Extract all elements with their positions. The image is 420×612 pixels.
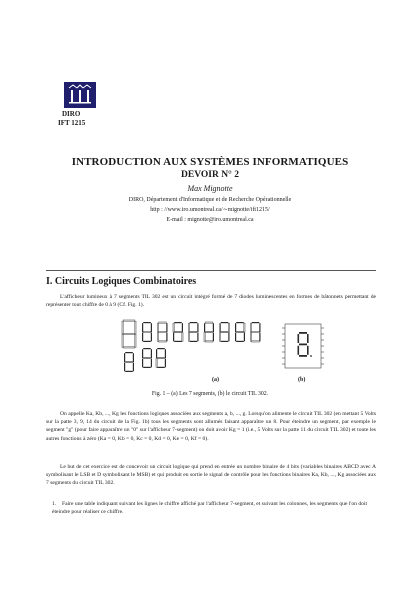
digit-6 bbox=[235, 322, 245, 342]
seven-segment-digits-diagram bbox=[120, 316, 270, 376]
segment-c bbox=[135, 335, 136, 348]
segment-d bbox=[221, 341, 229, 342]
affiliation: DIRO, Département d'Informatique et de Recherche Opérationnelle bbox=[128, 197, 292, 203]
segment-d bbox=[125, 371, 133, 372]
list-item-text: Faire une table indiquant suivant les lignes le chiffre affiché par l'afficheur 7-segment, et suivant les colonnes, les segments que l'on doit éteindre pour réaliser ce chiffre. bbox=[52, 501, 368, 516]
institution-name: DIRO bbox=[62, 110, 81, 118]
figure-label-a: (a) bbox=[212, 377, 219, 383]
segment-f bbox=[124, 353, 125, 362]
digit-3 bbox=[189, 322, 199, 342]
segment-e bbox=[122, 335, 123, 348]
digit-8 bbox=[142, 348, 152, 368]
segment-g bbox=[143, 357, 151, 358]
til302-pinout-diagram bbox=[282, 318, 326, 374]
segment-e bbox=[204, 333, 205, 342]
segment-b bbox=[244, 323, 245, 332]
segment-a bbox=[205, 322, 213, 323]
assignment-number: DEVOIR N° 2 bbox=[181, 170, 239, 180]
segment-f bbox=[142, 349, 143, 358]
segment-e bbox=[124, 363, 125, 372]
segment-e bbox=[158, 333, 159, 342]
segment-g bbox=[123, 333, 135, 334]
segment-d bbox=[157, 367, 165, 368]
segment-g bbox=[252, 331, 260, 332]
digit-0 bbox=[142, 322, 152, 342]
segment-g bbox=[174, 331, 182, 332]
segment-a bbox=[190, 322, 198, 323]
segment-d bbox=[205, 341, 213, 342]
segment-e bbox=[235, 333, 236, 342]
digit-4 bbox=[204, 322, 214, 342]
digit-2 bbox=[173, 322, 183, 342]
segment-g bbox=[157, 357, 165, 358]
email-address[interactable]: E-mail : mignotte@iro.umontreal.ca bbox=[166, 217, 254, 223]
segment-a bbox=[123, 320, 135, 321]
author-name: Max Mignotte bbox=[187, 184, 233, 193]
segment-c bbox=[213, 333, 214, 342]
segment-b bbox=[259, 323, 260, 332]
segment-b bbox=[182, 323, 183, 332]
segment-a bbox=[125, 352, 133, 353]
segment-e bbox=[251, 333, 252, 342]
logo-emblem-icon bbox=[64, 82, 96, 108]
segment-c bbox=[228, 333, 229, 342]
segment-f bbox=[173, 323, 174, 332]
segment-d bbox=[252, 341, 260, 342]
course-code: IFT 1215 bbox=[58, 119, 86, 127]
segment-a bbox=[157, 348, 165, 349]
segment-f bbox=[189, 323, 190, 332]
segment-f bbox=[235, 323, 236, 332]
segment-b bbox=[197, 323, 198, 332]
website-url[interactable]: http : //www.iro.umontreal.ca/∼mignotte/ift1215/ bbox=[150, 207, 270, 213]
segment-d bbox=[236, 341, 244, 342]
digit-7 bbox=[251, 322, 261, 342]
segment-f bbox=[158, 323, 159, 332]
segment-g bbox=[143, 331, 151, 332]
segment-c bbox=[151, 359, 152, 368]
segment-c bbox=[259, 333, 260, 342]
segment-g bbox=[221, 331, 229, 332]
document-title: INTRODUCTION AUX SYSTÈMES INFORMATIQUES bbox=[71, 156, 349, 168]
segment-f bbox=[122, 321, 123, 334]
segment-b bbox=[213, 323, 214, 332]
question-list bbox=[52, 500, 374, 516]
segment-f bbox=[156, 349, 157, 358]
segment-e bbox=[142, 333, 143, 342]
segment-d bbox=[174, 341, 182, 342]
segment-f bbox=[220, 323, 221, 332]
segment-a bbox=[252, 322, 260, 323]
segment-f bbox=[142, 323, 143, 332]
segment-d bbox=[190, 341, 198, 342]
segment-c bbox=[165, 359, 166, 368]
segment-b bbox=[133, 353, 134, 362]
paragraph-goal: Le but de cet exercice est de concevoir un circuit logique qui prend en entrée un nombre binaire de 4 bits (variables binaires ABCD avec A symbolisant le LSB et D symbolisant le MSB) et qui produit en sortie le signal de contrôle pour les fonctions binaires Ka, Kb, ..., Kg associées aux 7 segments du circuit TIL 302. bbox=[46, 464, 376, 487]
segment-a bbox=[174, 322, 182, 323]
segment-a bbox=[221, 322, 229, 323]
segment-a bbox=[236, 322, 244, 323]
segment-g bbox=[205, 331, 213, 332]
reference-segment-outline bbox=[122, 320, 136, 348]
segment-e bbox=[220, 333, 221, 342]
segment-f bbox=[204, 323, 205, 332]
digit-5 bbox=[220, 322, 230, 342]
university-logo bbox=[64, 82, 96, 108]
digit-9 bbox=[156, 348, 166, 368]
segment-d bbox=[143, 341, 151, 342]
segment-a bbox=[143, 322, 151, 323]
segment-g bbox=[159, 331, 167, 332]
segment-d bbox=[159, 341, 167, 342]
segment-e bbox=[156, 359, 157, 368]
segment-b bbox=[165, 349, 166, 358]
segment-a bbox=[159, 322, 167, 323]
segment-b bbox=[151, 323, 152, 332]
figure-label-b: (b) bbox=[298, 377, 306, 383]
segment-c bbox=[151, 333, 152, 342]
list-item bbox=[52, 500, 374, 516]
segment-g bbox=[236, 331, 244, 332]
digit-1 bbox=[158, 322, 168, 342]
segment-a bbox=[143, 348, 151, 349]
segment-e bbox=[189, 333, 190, 342]
department-header bbox=[58, 110, 85, 128]
segment-c bbox=[197, 333, 198, 342]
segment-g bbox=[125, 361, 133, 362]
segment-b bbox=[166, 323, 167, 332]
segment-c bbox=[182, 333, 183, 342]
horizontal-divider bbox=[46, 270, 376, 271]
segment-f bbox=[251, 323, 252, 332]
segment-c bbox=[133, 363, 134, 372]
segment-d bbox=[123, 347, 135, 348]
segment-c bbox=[166, 333, 167, 342]
segment-b bbox=[228, 323, 229, 332]
title-block bbox=[0, 156, 420, 224]
segment-e bbox=[173, 333, 174, 342]
section-heading: I. Circuits Logiques Combinatoires bbox=[46, 276, 197, 287]
digit-8-lit bbox=[124, 352, 134, 372]
segment-b bbox=[151, 349, 152, 358]
list-item-number: 1. bbox=[52, 501, 57, 507]
segment-g bbox=[190, 331, 198, 332]
figure-7-segment bbox=[120, 316, 340, 383]
segment-e bbox=[142, 359, 143, 368]
paragraph-functions: On appelle Ka, Kb, ..., Kg les fonctions logiques associées aux segments a, b, ..., g. Lorsqu'on alimente le circuit TIL 302 (en mettant 5 Volts sur la patte 3, 9, 14 du circuit de la Fig. 1b) tous les segments sont allumés faisant apparaître un 8. Pour éteindre un segment, par exemple le segment "g" (pour faire apparaître un "0" sur l'afficheur 7-segment) on doit avoir Kg = 1 (i.e., 5 Volts sur la patte 11 du circuit TIL 302) et toute les autres fonctions à zéro (Ka = 0, Kb = 0, Kc = 0, Kd = 0, Ke = 0, Kf = 0). bbox=[46, 411, 376, 442]
segment-d bbox=[143, 367, 151, 368]
segment-b bbox=[135, 321, 136, 334]
segment-c bbox=[244, 333, 245, 342]
paragraph-intro: L'afficheur lumineux à 7 segments TIL 302 est un circuit intégré formé de 7 diodes luminescentes en formes de bâtonnets permettant de représenter tout chiffre de 0 à 9 (Cf. Fig. 1). bbox=[46, 294, 376, 309]
figure-caption: Fig. 1 – (a) Les 7 segments, (b) le circuit TIL 302. bbox=[151, 391, 269, 397]
